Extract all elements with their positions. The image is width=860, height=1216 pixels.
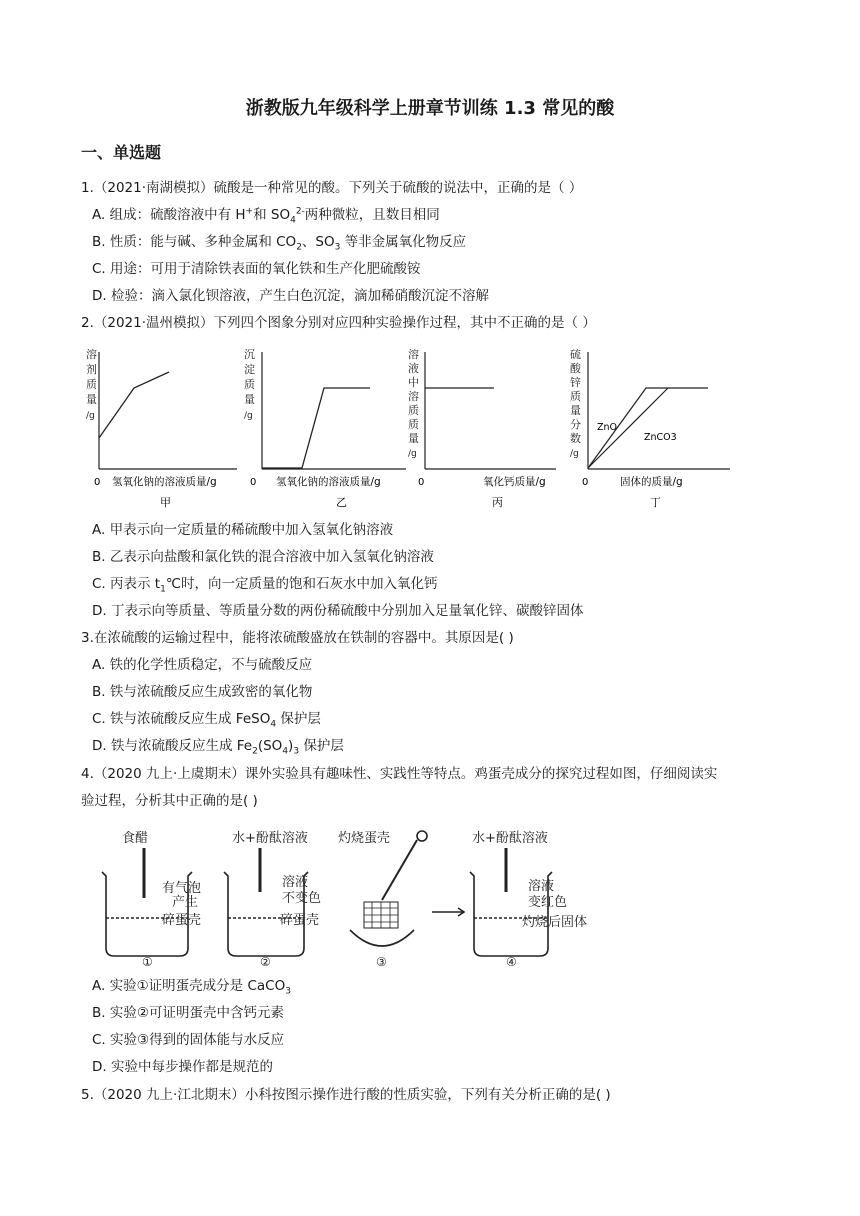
tongs-3 [382, 840, 417, 900]
svg-text:/g: /g [86, 411, 95, 421]
q2-stem: 2.（2021·温州模拟）下列四个图象分别对应四种实验操作过程，其中不正确的是（ ） [81, 315, 596, 331]
svg-text:甲: 甲 [160, 496, 171, 509]
section-heading: 一、单选题 [81, 143, 162, 162]
svg-text:/g: /g [244, 411, 253, 421]
svg-text:质: 质 [408, 418, 419, 431]
q1-option-a: A. 组成：硫酸溶液中有 H+和 $SO_4^{2-}$两种微粒，且数目相同 [92, 206, 440, 226]
svg-text:④: ④ [506, 955, 517, 968]
q4-stem-line2: 验过程，分析其中正确的是( ) [81, 793, 258, 809]
svg-text:不变色: 不变色 [282, 891, 322, 906]
graph-yi [240, 344, 410, 514]
q3-option-c: C. 铁与浓硫酸反应生成 FeSO$_4$ 保护层 [92, 711, 321, 730]
svg-text:剂: 剂 [86, 363, 97, 376]
svg-text:水+酚酞溶液: 水+酚酞溶液 [232, 831, 308, 846]
svg-text:丁: 丁 [650, 496, 661, 509]
graph-jia [82, 344, 242, 514]
svg-text:硫: 硫 [570, 348, 581, 361]
q3-stem: 3.在浓硫酸的运输过程中，能将浓硫酸盛放在铁制的容器中。其原因是( ) [81, 630, 514, 646]
graph-ding [568, 344, 738, 514]
graph-bing [404, 344, 564, 514]
q3-option-b: B. 铁与浓硫酸反应生成致密的氧化物 [92, 684, 313, 700]
q4-experiment-figure [92, 820, 612, 968]
svg-text:溶: 溶 [408, 390, 419, 403]
q3-option-d: D. 铁与浓硫酸反应生成 $Fe_2(SO_4)_3$ 保护层 [92, 738, 344, 757]
svg-text:数: 数 [570, 432, 581, 445]
svg-text:①: ① [142, 955, 153, 968]
q4-option-a: A. 实验①证明蛋壳成分是 CaCO$_3$ [92, 978, 291, 997]
q1-option-c: C. 用途：可用于清除铁表面的氧化铁和生产化肥硫酸铵 [92, 261, 421, 277]
q2-option-c: C. 丙表示 $t_1℃$时，向一定质量的饱和石灰水中加入氧化钙 [92, 576, 438, 595]
svg-text:溶液: 溶液 [528, 879, 555, 894]
svg-text:②: ② [260, 955, 271, 968]
svg-text:量: 量 [570, 404, 581, 417]
svg-text:质: 质 [570, 390, 581, 403]
q2-option-b: B. 乙表示向盐酸和氯化铁的混合溶液中加入氢氧化钠溶液 [92, 549, 434, 565]
page-title: 浙教版九年级科学上册章节训练 1.3 常见的酸 [245, 98, 615, 119]
svg-text:氢氧化钠的溶液质量/g: 氢氧化钠的溶液质量/g [276, 476, 381, 488]
svg-text:乙: 乙 [336, 496, 347, 509]
svg-text:淀: 淀 [244, 363, 255, 376]
svg-text:量: 量 [244, 393, 255, 406]
svg-text:/g: /g [408, 449, 417, 459]
q2-option-a: A. 甲表示向一定质量的稀硫酸中加入氢氧化钠溶液 [92, 522, 394, 538]
svg-text:0: 0 [250, 477, 257, 488]
svg-text:产生: 产生 [172, 895, 199, 910]
svg-text:氧化钙质量/g: 氧化钙质量/g [483, 476, 546, 488]
svg-text:食醋: 食醋 [122, 831, 149, 846]
svg-text:溶: 溶 [86, 348, 97, 361]
svg-text:量: 量 [408, 432, 419, 445]
q4-option-c: C. 实验③得到的固体能与水反应 [92, 1032, 285, 1048]
svg-text:中: 中 [408, 376, 419, 389]
svg-text:0: 0 [582, 477, 589, 488]
svg-text:/g: /g [570, 449, 579, 459]
graph-jia-curve [99, 372, 169, 438]
svg-text:0: 0 [418, 477, 425, 488]
svg-text:碎蛋壳: 碎蛋壳 [280, 913, 320, 928]
svg-text:灼烧后固体: 灼烧后固体 [522, 915, 588, 930]
svg-text:分: 分 [570, 418, 581, 431]
q2-option-d: D. 丁表示向等质量、等质量分数的两份稀硫酸中分别加入足量氧化锌、碳酸锌固体 [92, 603, 584, 619]
svg-text:③: ③ [376, 955, 387, 968]
graph-ding-znco3-label: ZnCO3 [644, 432, 677, 443]
svg-text:质: 质 [86, 378, 97, 391]
svg-text:碎蛋壳: 碎蛋壳 [162, 913, 202, 928]
svg-text:0: 0 [94, 477, 101, 488]
svg-text:溶: 溶 [408, 348, 419, 361]
svg-text:水+酚酞溶液: 水+酚酞溶液 [472, 831, 548, 846]
svg-text:质: 质 [244, 378, 255, 391]
q1-stem: 1.（2021·南湖模拟）硫酸是一种常见的酸。下列关于硫酸的说法中，正确的是（ ） [81, 180, 583, 196]
svg-text:沉: 沉 [244, 348, 255, 361]
q4-option-d: D. 实验中每步操作都是规范的 [92, 1059, 273, 1075]
svg-text:灼烧蛋壳: 灼烧蛋壳 [338, 831, 391, 846]
svg-text:液: 液 [408, 362, 419, 375]
graph-ding-zno-label: ZnO [597, 422, 618, 433]
svg-text:质: 质 [408, 404, 419, 417]
svg-text:溶液: 溶液 [282, 875, 309, 890]
q5-stem: 5.（2020 九上·江北期末）小科按图示操作进行酸的性质实验，下列有关分析正确的是( ) [81, 1087, 611, 1103]
svg-text:固体的质量/g: 固体的质量/g [620, 476, 683, 488]
svg-text:酸: 酸 [570, 362, 581, 375]
q4-stem-line1: 4.（2020 九上·上虞期末）课外实验具有趣味性、实践性等特点。鸡蛋壳成分的探究过程如图，仔细阅读实 [81, 766, 718, 782]
q3-option-a: A. 铁的化学性质稳定，不与硫酸反应 [92, 657, 313, 673]
graph-yi-curve [262, 388, 370, 468]
svg-text:有气泡: 有气泡 [162, 881, 202, 896]
svg-text:氢氧化钠的溶液质量/g: 氢氧化钠的溶液质量/g [112, 476, 217, 488]
svg-text:量: 量 [86, 393, 97, 406]
q1-option-d: D. 检验：滴入氯化钡溶液，产生白色沉淀，滴加稀硝酸沉淀不溶解 [92, 288, 489, 304]
q1-option-b: B. 性质：能与碱、多种金属和 $CO_2$、$SO_3$ 等非金属氧化物反应 [92, 234, 467, 253]
svg-text:锌: 锌 [570, 376, 581, 389]
q4-option-b: B. 实验②可证明蛋壳中含钙元素 [92, 1005, 284, 1021]
crucible-3 [350, 930, 414, 946]
svg-text:丙: 丙 [492, 496, 503, 509]
svg-text:变红色: 变红色 [528, 895, 568, 910]
